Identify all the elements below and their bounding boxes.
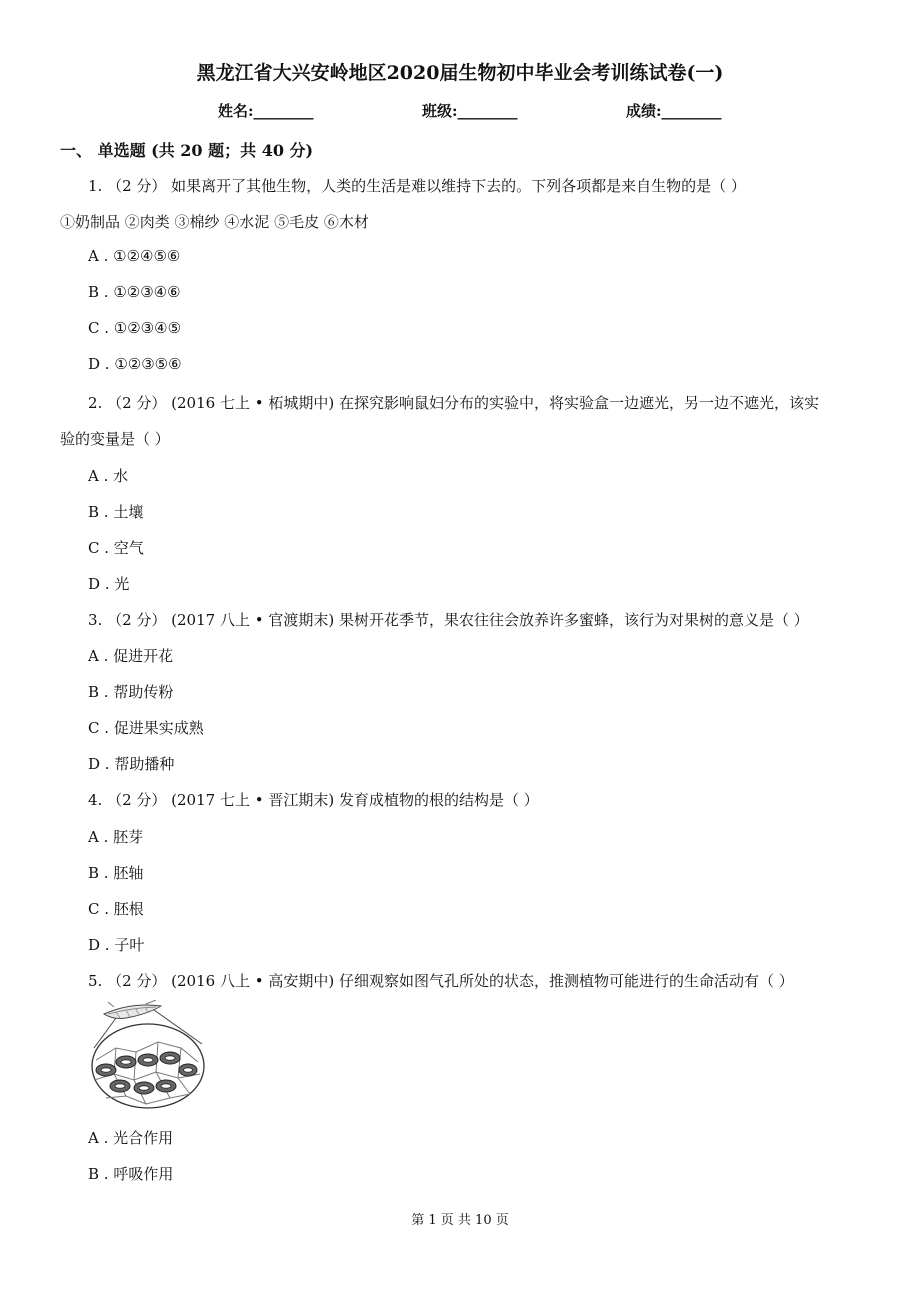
stomata-illustration: [86, 1000, 212, 1112]
question-1-stem: 1. （2 分） 如果离开了其他生物，人类的生活是难以维持下去的。下列各项都是来自生物的是（ ）: [88, 177, 746, 195]
section-heading: 一、 单选题 (共 20 题；共 40 分): [60, 141, 314, 160]
question-3-option-d: D . 帮助播种: [88, 755, 175, 773]
question-2-option-b: B . 土壤: [88, 503, 144, 521]
question-2-option-d: D . 光: [88, 575, 130, 593]
question-4-option-d: D . 子叶: [88, 936, 145, 954]
page-title: 黑龙江省大兴安岭地区2020届生物初中毕业会考训练试卷(一): [196, 62, 724, 84]
score-field: 成绩:________: [626, 102, 722, 120]
question-2-option-c: C . 空气: [88, 539, 144, 557]
question-1-option-a: A . ①②④⑤⑥: [88, 247, 181, 265]
question-3-option-a: A . 促进开花: [88, 647, 174, 665]
question-3-stem: 3. （2 分） (2017 八上 • 官渡期末) 果树开花季节，果农往往会放养许多蜜蜂，该行为对果树的意义是（ ）: [88, 611, 809, 629]
question-1-items: ①奶制品 ②肉类 ③棉纱 ④水泥 ⑤毛皮 ⑥木材: [60, 213, 369, 231]
question-5-option-b: B . 呼吸作用: [88, 1165, 174, 1183]
question-3-option-b: B . 帮助传粉: [88, 683, 174, 701]
question-2-stem-continued: 验的变量是（ ）: [60, 430, 170, 448]
question-4-option-b: B . 胚轴: [88, 864, 144, 882]
question-1-option-c: C . ①②③④⑤: [88, 319, 182, 337]
page-footer: 第 1 页 共 10 页: [411, 1213, 509, 1228]
question-1-option-d: D . ①②③⑤⑥: [88, 355, 182, 373]
question-4-option-a: A . 胚芽: [88, 828, 144, 846]
question-1-option-b: B . ①②③④⑥: [88, 283, 181, 301]
question-4-stem: 4. （2 分） (2017 七上 • 晋江期末) 发育成植物的根的结构是（ ）: [88, 791, 539, 809]
question-5-stem: 5. （2 分） (2016 八上 • 高安期中) 仔细观察如图气孔所处的状态，推测植物可能进行的生命活动有（ ）: [88, 972, 794, 990]
question-3-option-c: C . 促进果实成熟: [88, 719, 204, 737]
name-field: 姓名:________: [218, 102, 314, 120]
question-2-option-a: A . 水: [88, 467, 129, 485]
class-field: 班级:________: [422, 102, 518, 120]
question-5-option-a: A . 光合作用: [88, 1129, 174, 1147]
question-4-option-c: C . 胚根: [88, 900, 144, 918]
question-2-stem: 2. （2 分） (2016 七上 • 柘城期中) 在探究影响鼠妇分布的实验中，将实验盒一边遮光，另一边不遮光，该实: [88, 394, 819, 412]
